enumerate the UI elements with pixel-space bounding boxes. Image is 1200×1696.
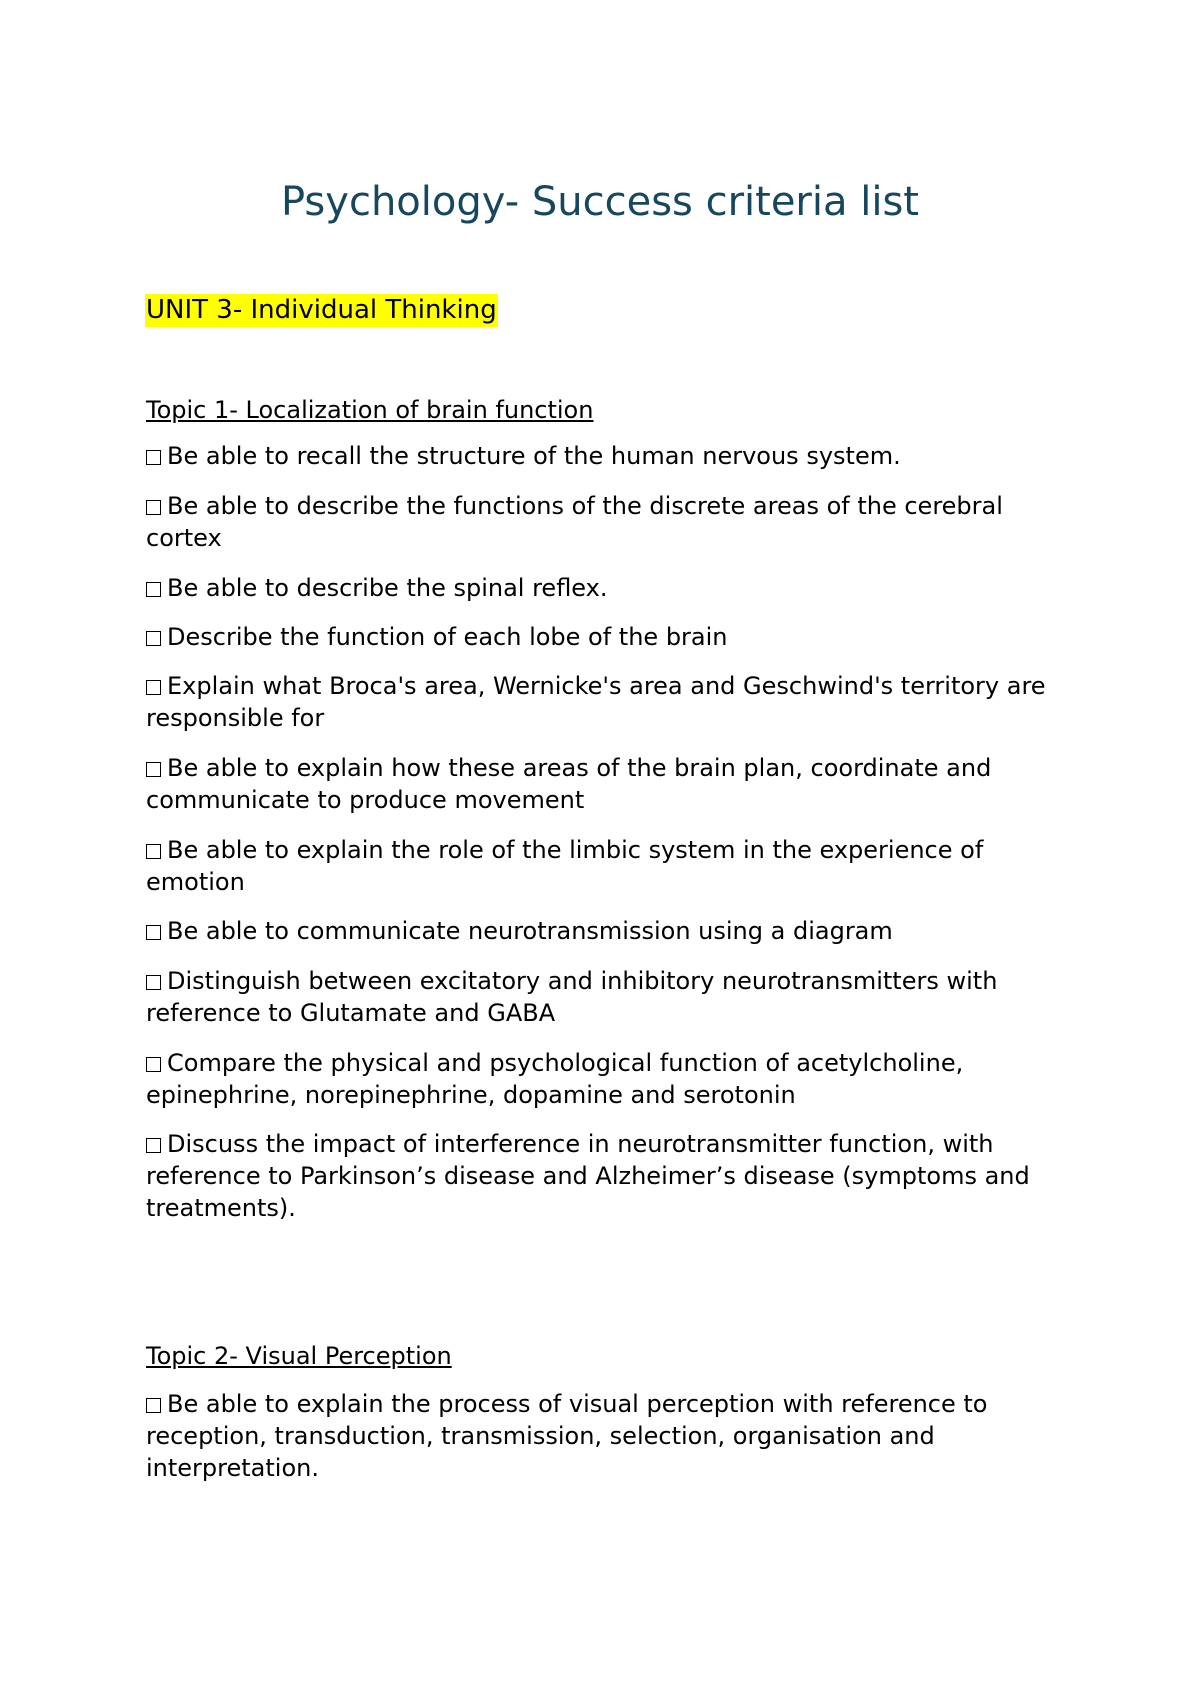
checkbox-icon[interactable]	[146, 582, 161, 597]
criteria-item-text: Compare the physical and psychological function of acetylcholine, epinephrine, norepinephrine, dopamine and serotonin	[146, 1049, 964, 1109]
checkbox-icon[interactable]	[146, 844, 161, 859]
unit-heading: UNIT 3- Individual Thinking	[146, 295, 497, 325]
criteria-item	[146, 670, 1066, 734]
checkbox-icon[interactable]	[146, 975, 161, 990]
checkbox-icon[interactable]	[146, 631, 161, 646]
criteria-item	[146, 1047, 1066, 1111]
criteria-item-text: Be able to explain the process of visual perception with reference to reception, transduction, transmission, selection, organisation and interpretation.	[146, 1390, 988, 1482]
criteria-item-text: Be able to describe the spinal reflex.	[167, 574, 608, 602]
criteria-item-text: Distinguish between excitatory and inhibitory neurotransmitters with reference to Glutamate and GABA	[146, 967, 998, 1027]
criteria-item-text: Describe the function of each lobe of the brain	[167, 623, 728, 651]
criteria-item-text: Be able to describe the functions of the discrete areas of the cerebral cortex	[146, 492, 1003, 552]
criteria-item-text: Be able to communicate neurotransmission using a diagram	[167, 917, 893, 945]
topic-heading: Topic 1- Localization of brain function	[146, 396, 594, 424]
checkbox-icon[interactable]	[146, 1138, 161, 1153]
criteria-item	[146, 490, 1066, 554]
criteria-item	[146, 752, 1066, 816]
criteria-item	[146, 915, 1066, 947]
criteria-item-text: Be able to explain the role of the limbic system in the experience of emotion	[146, 836, 984, 896]
criteria-item-text: Be able to recall the structure of the human nervous system.	[167, 442, 901, 470]
checkbox-icon[interactable]	[146, 925, 161, 940]
checkbox-icon[interactable]	[146, 450, 161, 465]
criteria-item	[146, 1128, 1066, 1224]
criteria-item-text: Discuss the impact of interference in neurotransmitter function, with reference to Parkinson’s disease and Alzheimer’s disease (symptoms and treatments).	[146, 1130, 1030, 1222]
topic-heading: Topic 2- Visual Perception	[146, 1342, 452, 1370]
criteria-item	[146, 1388, 1066, 1484]
criteria-item	[146, 440, 1066, 472]
page-title: Psychology- Success criteria list	[281, 179, 919, 225]
criteria-item	[146, 621, 1066, 653]
criteria-item-text: Be able to explain how these areas of the brain plan, coordinate and communicate to produce movement	[146, 754, 992, 814]
criteria-item	[146, 834, 1066, 898]
checkbox-icon[interactable]	[146, 762, 161, 777]
checkbox-icon[interactable]	[146, 500, 161, 515]
criteria-item	[146, 965, 1066, 1029]
criteria-item	[146, 572, 1066, 604]
checkbox-icon[interactable]	[146, 1398, 161, 1413]
checkbox-icon[interactable]	[146, 1057, 161, 1072]
criteria-item-text: Explain what Broca's area, Wernicke's area and Geschwind's territory are responsible for	[146, 672, 1046, 732]
checkbox-icon[interactable]	[146, 680, 161, 695]
